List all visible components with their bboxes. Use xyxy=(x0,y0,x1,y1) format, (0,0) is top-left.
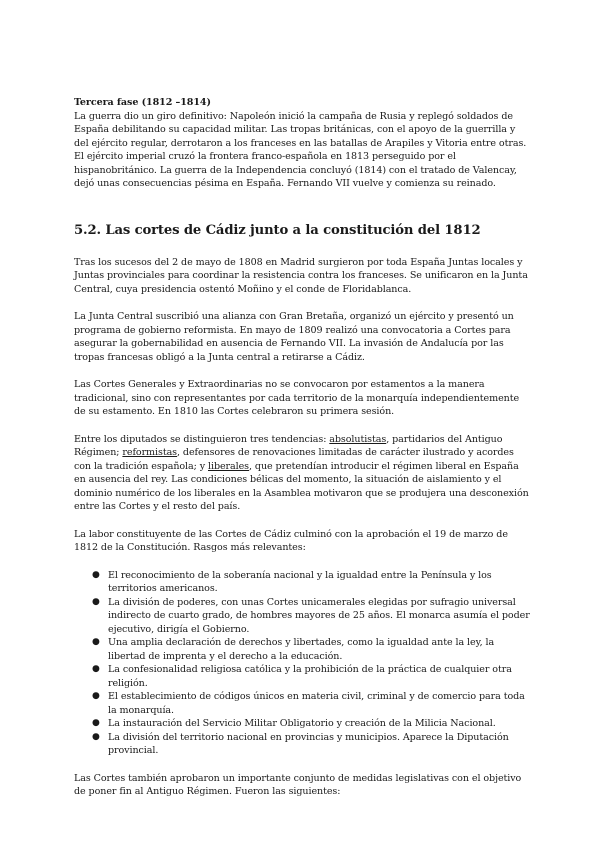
tendencias-text-1: Entre los diputados se distinguieron tres tendencias: xyxy=(74,433,330,445)
bullet-icon: ● xyxy=(92,718,100,728)
paragraph-junta-central: La Junta Central suscribió una alianza con Gran Bretaña, organizó un ejército y presentó un programa de gobierno reformista. En mayo de 1809 realizó una convocatoria a Cortes para asegurar la gobernabilidad en ausencia de Fernando VII. La invasión de Andalucía por las tropas francesas obligó a la Junta central a retirarse a Cádiz. xyxy=(74,311,514,363)
list-item xyxy=(74,636,530,663)
list-item-text: La división del territorio nacional en provincias y municipios. Aparece la Diputación provincial. xyxy=(108,731,509,756)
bullet-icon: ● xyxy=(92,731,100,742)
reformistas-term: reformistas xyxy=(122,447,178,458)
list-item xyxy=(74,596,530,637)
list-item-text: La confesionalidad religiosa católica y la prohibición de la práctica de cualquier otra religión. xyxy=(108,664,512,689)
list-item xyxy=(74,717,530,731)
section-heading: 5.2. Las cortes de Cádiz junto a la constitución del 1812 xyxy=(74,222,481,238)
document-body xyxy=(74,96,530,813)
list-item-text: El reconocimiento de la soberanía nacional y la igualdad entre la Península y los territorios americanos. xyxy=(108,569,492,594)
list-item xyxy=(74,569,530,596)
paragraph-constitucion: La labor constituyente de las Cortes de Cádiz culminó con la aprobación el 19 de marzo de 1812 de la Constitución. Rasgos más relevantes: xyxy=(74,528,508,553)
bullet-icon: ● xyxy=(92,664,100,674)
paragraph-cortes-generales: Las Cortes Generales y Extraordinarias no se convocaron por estamentos a la manera tradicional, sino con representantes por cada territorio de la monarquía independientemente de su estamento. En 1810 las Cortes celebraron su primera sesión. xyxy=(74,379,520,417)
tercera-fase-text: La guerra dio un giro definitivo: Napoleón inició la campaña de Rusia y replegó soldados de España debilitando su capacidad militar. Las tropas británicas, con el apoyo de la guerrilla y del ejército regular, derrotaron a los franceses en las batallas de Arapiles y Vitoria entre otras. El ejército imperial cruzó la frontera franco-española en 1813 perseguido por el hispanobritánico. La guerra de la Independencia concluyó (1814) con el tratado de Valencay, dejó unas consecuencias pésima en España. Fernando VII vuelve y comienza su reinado. xyxy=(74,110,527,189)
tendencias-text-3: , defensores de renovaciones limitadas de carácter ilustrado y acordes con la tradición española; y xyxy=(74,447,514,472)
absolutistas-term: absolutistas xyxy=(329,433,387,445)
tercera-fase-title: Tercera fase (1812 –1814) xyxy=(74,97,211,108)
list-item-text: La división de poderes, con unas Cortes unicamerales elegidas por sufragio universal indirecto de cuarto grado, de hombres mayores de 25 años. El monarca asumía el poder ejecutivo, dirigía el Gobierno. xyxy=(108,596,530,635)
paragraph-tendencias xyxy=(74,433,530,514)
bullet-icon: ● xyxy=(92,637,100,647)
list-item-text: El establecimiento de códigos únicos en materia civil, criminal y de comercio para toda la monarquía. xyxy=(108,691,525,716)
tendencias-text-4: , que pretendían introducir el régimen liberal en España en ausencia del rey. Las condiciones bélicas del momento, la situación de aislamiento y el dominio numérico de los liberales en la Asamblea motivaron que se produjera una desconexión entre las Cortes y el resto del país. xyxy=(74,460,529,512)
list-item-text: La instauración del Servicio Militar Obligatorio y creación de la Milicia Nacional. xyxy=(108,718,496,729)
list-item xyxy=(74,663,530,690)
list-item-text: Una amplia declaración de derechos y libertades, como la igualdad ante la ley, la libertad de imprenta y el derecho a la educación. xyxy=(108,637,495,662)
bullet-icon: ● xyxy=(92,596,100,607)
paragraph-medidas: Las Cortes también aprobaron un importante conjunto de medidas legislativas con el objetivo de poner fin al Antiguo Régimen. Fueron las siguientes: xyxy=(74,772,522,797)
list-item xyxy=(74,690,530,717)
rasgos-list xyxy=(74,569,530,758)
bullet-icon: ● xyxy=(92,691,100,701)
list-item xyxy=(74,731,530,758)
tendencias-text-2: , partidarios del Antiguo Régimen; xyxy=(74,433,503,458)
liberales-term: liberales xyxy=(208,460,250,472)
paragraph-juntas: Tras los sucesos del 2 de mayo de 1808 en Madrid surgieron por toda España Juntas locales y Juntas provinciales para coordinar la resistencia contra los franceses. Se unificaron en la Junta Central, cuya presidencia ostentó Moñino y el conde de Floridablanca. xyxy=(74,256,528,295)
bullet-icon: ● xyxy=(92,569,100,580)
